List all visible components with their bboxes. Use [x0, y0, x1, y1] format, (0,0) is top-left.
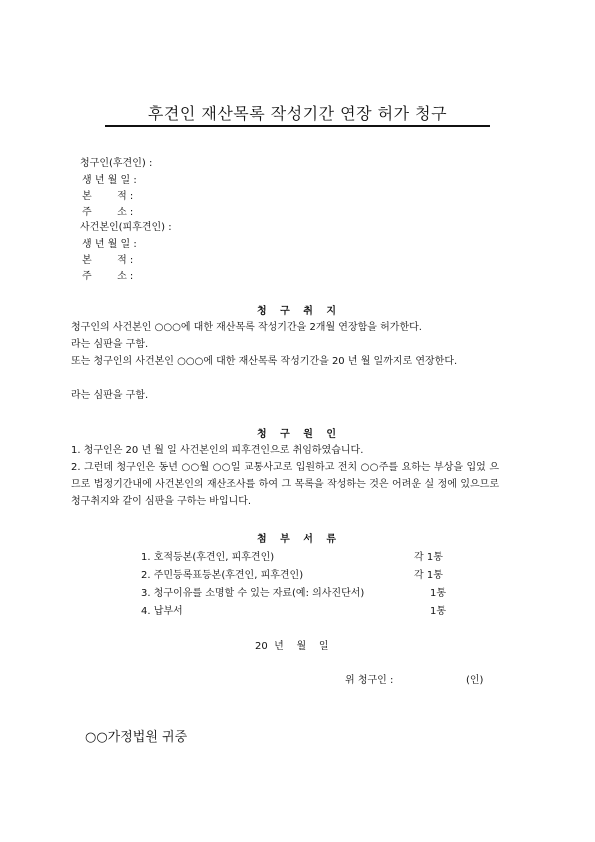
document-title: 후견인 재산목록 작성기간 연장 허가 청구: [147, 104, 448, 123]
cause-item-2: 2. 그런데 청구인은 동년 ○○월 ○○일 교통사고로 입원하고 전치 ○○주를 요하는 부상을 입었 으므로 법정기간내에 사건본인의 재산조사를 하여 그 목록을 작성하는 것은 어려운 실 정에 있으므로 청구취지와 같이 심판을 구하는 바입니다.: [71, 462, 499, 507]
claimant-address-label: 주 소 :: [82, 207, 134, 218]
attachment-qty-4: 1통: [430, 606, 447, 617]
attachment-item-2: 2. 주민등록표등본(후견인, 피후견인): [141, 570, 304, 581]
signature-label: 위 청구인 :: [345, 675, 394, 686]
attachment-item-1: 1. 호적등본(후견인, 피후견인): [141, 552, 275, 563]
cause-item-1: 1. 청구인은 20 년 월 일 사건본인의 피후견인으로 취임하였습니다.: [71, 445, 364, 456]
title-underline: [105, 125, 490, 127]
claimant-birth-label: 생 년 월 일 :: [82, 175, 137, 186]
purpose-line-2: 라는 심판을 구함.: [71, 339, 149, 350]
court-addressee: ○○가정법원 귀중: [85, 730, 188, 745]
attachment-item-4: 4. 납부서: [141, 606, 183, 617]
claimant-label: 청구인(후견인) :: [80, 158, 153, 169]
principal-registry-label: 본 적 :: [82, 255, 134, 266]
purpose-heading: 청 구 취 지: [257, 306, 342, 317]
attachment-item-3: 3. 청구이유를 소명할 수 있는 자료(예: 의사진단서): [141, 588, 365, 599]
attachment-qty-2: 각 1통: [414, 570, 443, 581]
filing-date: 20 년 월 일: [255, 641, 329, 652]
purpose-line-3: 또는 청구인의 사건본인 ○○○에 대한 재산목록 작성기간을 20 년 월 일까지로 연장한다.: [71, 356, 458, 367]
principal-address-label: 주 소 :: [82, 271, 134, 282]
purpose-line-4: 라는 심판을 구함.: [71, 390, 149, 401]
attachment-qty-1: 각 1통: [414, 552, 443, 563]
principal-label: 사건본인(피후견인) :: [80, 222, 172, 233]
principal-birth-label: 생 년 월 일 :: [82, 239, 137, 250]
attachments-heading: 첨 부 서 류: [257, 534, 342, 545]
claimant-registry-label: 본 적 :: [82, 191, 134, 202]
purpose-line-1: 청구인의 사건본인 ○○○에 대한 재산목록 작성기간을 2개월 연장함을 허가한다.: [71, 322, 422, 333]
cause-heading: 청 구 원 인: [257, 429, 342, 440]
seal-mark: (인): [466, 675, 484, 686]
attachment-qty-3: 1통: [430, 588, 447, 599]
